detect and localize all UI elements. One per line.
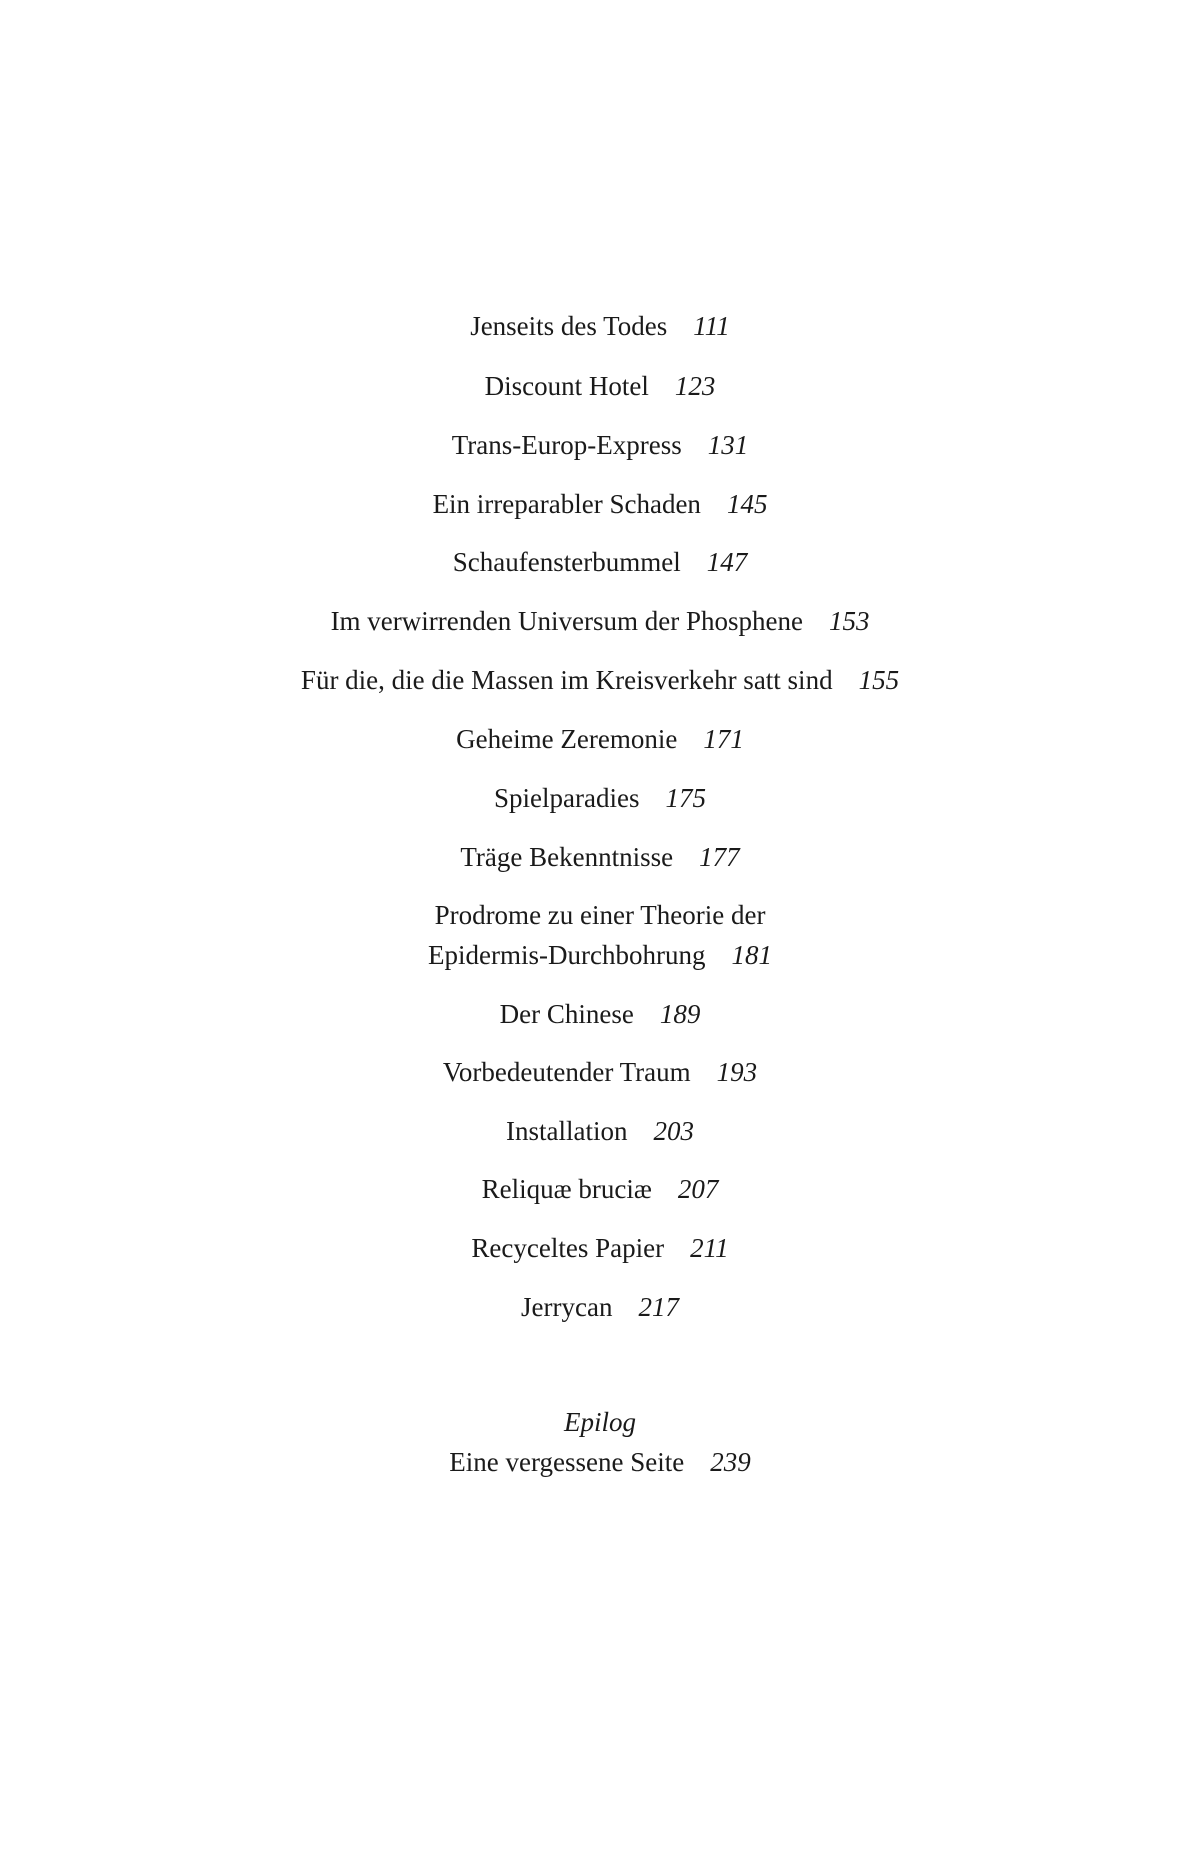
toc-entry[interactable]	[0, 366, 1200, 406]
toc-entry-page: 207	[677, 1174, 719, 1204]
toc-entry-title: Geheime Zeremonie	[456, 724, 678, 754]
toc-entry-page: 193	[716, 1057, 758, 1087]
toc-entry-title: Eine vergessene Seite	[449, 1447, 685, 1477]
toc-entry-title: Discount Hotel	[484, 371, 649, 401]
toc-entry[interactable]	[0, 484, 1200, 524]
toc-entry-title-line1: Prodrome zu einer Theorie der	[434, 900, 766, 930]
toc-entry-page: 175	[665, 783, 706, 813]
toc-entry-page: 177	[699, 842, 740, 872]
toc-entry-page: 239	[710, 1447, 751, 1477]
toc-entry-page: 203	[653, 1116, 694, 1146]
toc-entry-title: Schaufensterbummel	[452, 547, 681, 577]
toc-entry-title-line2: Epidermis-Durchbohrung	[428, 940, 706, 970]
toc-entry-title: Spielparadies	[494, 783, 640, 813]
toc-entry[interactable]	[0, 1111, 1200, 1151]
toc-entry-page: 153	[828, 606, 870, 636]
toc-entry-page: 171	[703, 724, 744, 754]
toc-entry[interactable]	[0, 1169, 1200, 1209]
toc-entry-title: Jenseits des Todes	[470, 311, 668, 341]
toc-entry-title: Installation	[506, 1116, 628, 1146]
toc-entry-page: 181	[731, 940, 772, 970]
toc-entry-title: Jerrycan	[521, 1292, 613, 1322]
toc-entry[interactable]	[0, 425, 1200, 465]
toc-entry-page: 217	[638, 1292, 679, 1322]
toc-entry-page: 111	[693, 311, 730, 341]
toc-entry-title: Recyceltes Papier	[471, 1233, 665, 1263]
toc-entry-page: 189	[659, 999, 701, 1029]
toc-entry-title: Reliquæ bruciæ	[481, 1174, 652, 1204]
toc-entry-page: 147	[706, 547, 748, 577]
toc-entry[interactable]	[0, 1228, 1200, 1268]
toc-entry-page: 123	[674, 371, 716, 401]
toc-entry-page: 211	[690, 1233, 729, 1263]
toc-entry[interactable]	[0, 1052, 1200, 1092]
toc-entry-title: Träge Bekenntnisse	[460, 842, 674, 872]
toc-entry[interactable]	[0, 837, 1200, 877]
toc-entry-multiline[interactable]	[0, 895, 1200, 975]
toc-entry-epilog[interactable]	[0, 1442, 1200, 1482]
toc-entry-title: Vorbedeutender Traum	[442, 1057, 691, 1087]
toc-entry[interactable]	[0, 719, 1200, 759]
toc-entry[interactable]	[0, 660, 1200, 700]
toc-entry-title: Im verwirrenden Universum der Phosphene	[330, 606, 803, 636]
toc-entry[interactable]	[0, 1287, 1200, 1327]
toc-entry[interactable]	[0, 601, 1200, 641]
toc-entry[interactable]	[0, 542, 1200, 582]
epilog-label: Epilog	[564, 1407, 636, 1437]
toc-entry[interactable]	[0, 994, 1200, 1034]
toc-entry-page: 155	[858, 665, 900, 695]
toc-entry-page: 145	[726, 489, 768, 519]
toc-entry-page: 131	[707, 430, 749, 460]
toc-entry-title: Für die, die die Massen im Kreisverkehr satt sind	[300, 665, 833, 695]
toc-entry-title: Der Chinese	[499, 999, 634, 1029]
toc-entry[interactable]	[0, 306, 1200, 346]
toc-entry-title: Trans-Europ-Express	[451, 430, 682, 460]
toc-entry-title: Ein irreparabler Schaden	[432, 489, 701, 519]
toc-entry[interactable]	[0, 778, 1200, 818]
